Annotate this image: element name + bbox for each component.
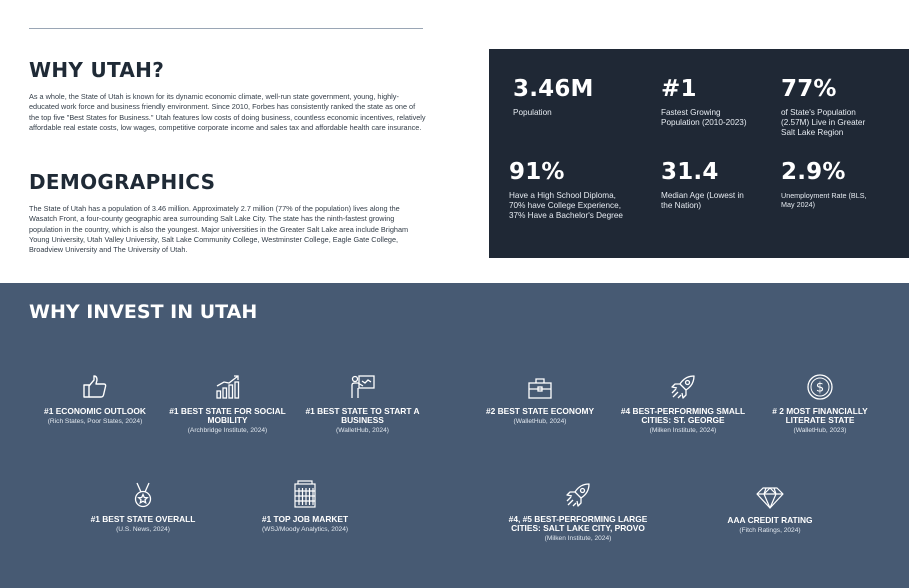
invest-item-title: # 2 MOST FINANCIALLY LITERATE STATE — [772, 406, 868, 425]
medal-icon — [131, 481, 155, 509]
rocket-icon — [669, 373, 697, 401]
invest-item-job-market — [240, 479, 370, 534]
stat-value: 3.46M — [513, 76, 594, 102]
invest-item-title: #1 TOP JOB MARKET — [261, 514, 349, 524]
invest-item-source: (Milken Institute, 2024) — [544, 535, 612, 542]
invest-item-title: #1 BEST STATE FOR SOCIAL MOBILITY — [169, 406, 286, 425]
presenter-icon — [349, 373, 377, 401]
stat-label: Median Age (Lowest in the Nation) — [661, 191, 744, 211]
invest-item-state-economy — [480, 375, 600, 426]
stat-value: 77% — [781, 76, 837, 102]
why-invest-heading: WHY INVEST IN UTAH — [29, 301, 258, 323]
invest-item-start-business — [305, 373, 420, 435]
why-utah-heading: WHY UTAH? — [29, 58, 165, 82]
stat-label: Fastest Growing Population (2010-2023) — [661, 108, 747, 128]
thumbs-up-icon — [81, 373, 109, 401]
invest-item-source: (WalletHub, 2024) — [336, 427, 389, 434]
invest-item-title: #2 BEST STATE ECONOMY — [485, 406, 595, 416]
rocket-icon — [564, 481, 592, 509]
stat-growth — [661, 76, 751, 128]
demographics-heading: DEMOGRAPHICS — [29, 170, 216, 194]
invest-item-title: AAA CREDIT RATING — [727, 515, 813, 525]
invest-item-best-state-overall — [78, 481, 208, 534]
invest-item-source: (Rich States, Poor States, 2024) — [47, 418, 143, 425]
stat-label: Have a High School Diploma, 70% have College Experience, 37% Have a Bachelor's Degree — [509, 191, 623, 221]
stat-label: of State's Population (2.57M) Live in Greater Salt Lake Region — [781, 108, 866, 138]
stats-panel — [489, 49, 909, 258]
invest-item-title: #1 ECONOMIC OUTLOOK — [44, 406, 146, 416]
invest-item-title: #1 BEST STATE OVERALL — [90, 514, 196, 524]
top-divider — [29, 28, 423, 29]
growth-chart-icon — [214, 373, 242, 401]
invest-item-source: (Archbridge Institute, 2024) — [187, 427, 268, 434]
invest-item-title: #4, #5 BEST-PERFORMING LARGE CITIES: SALT LAKE CITY, PROVO — [508, 514, 648, 533]
invest-item-source: (Milken Institute, 2024) — [649, 427, 717, 434]
demographics-body: The State of Utah has a population of 3.46 million. Approximately 2.7 million (77% of the population) lives along the Wasatch Front, a four-county geographic area surrounding Salt Lake City. The state has the ninth-fastest growing population in the country, which is also the youngest. Major universities in the Greater Salt Lake area include Brigham Young University, Utah Valley University, Salt Lake Community College, Westminster College, Eagle Gate College, Broadview University and The University of Utah. — [29, 204, 409, 255]
briefcase-icon — [526, 375, 554, 401]
stat-label: Unemployment Rate (BLS, May 2024) — [781, 191, 867, 209]
stat-value: #1 — [661, 76, 697, 102]
stat-value: 2.9% — [781, 159, 846, 185]
svg-text:$: $ — [815, 380, 825, 396]
invest-item-credit-rating — [705, 486, 835, 535]
invest-item-source: (WSJ/Moody Analytics, 2024) — [261, 526, 349, 533]
invest-item-small-cities — [608, 373, 758, 435]
stat-region-share — [781, 76, 881, 139]
why-invest-section — [0, 283, 909, 588]
diamond-icon — [755, 486, 785, 510]
stat-median-age — [661, 159, 751, 211]
stat-value: 31.4 — [661, 159, 719, 185]
invest-item-economic-outlook — [30, 373, 160, 426]
invest-item-source: (WalletHub, 2024) — [513, 418, 567, 425]
stat-value: 91% — [509, 159, 565, 185]
invest-item-source: (Fitch Ratings, 2024) — [739, 527, 801, 534]
invest-item-social-mobility — [165, 373, 290, 435]
office-building-icon — [291, 479, 319, 509]
invest-item-large-cities — [508, 481, 648, 543]
invest-item-title: #4 BEST-PERFORMING SMALL CITIES: ST. GEORGE — [620, 406, 746, 425]
invest-item-title: #1 BEST STATE TO START A BUSINESS — [305, 406, 420, 425]
why-utah-body: As a whole, the State of Utah is known for its dynamic economic climate, well-run state government, young, highly-educated work force and business friendly environment. Since 2010, Forbes has consistently ranked the state as one of the top five "Best States for Business." Utah features low costs of doing business, countless economic incentives, relatively affordable real estate costs, low wages, competitive corporate income and sales tax and affordable health care insurance. — [29, 92, 426, 132]
invest-item-source: (U.S. News, 2024) — [116, 526, 170, 533]
dollar-coin-icon — [806, 373, 834, 401]
invest-item-financial-literacy — [760, 373, 880, 435]
stat-unemployment — [781, 159, 881, 209]
stat-population — [513, 76, 633, 118]
stat-label: Population — [513, 108, 552, 117]
stat-education — [509, 159, 634, 222]
invest-item-source: (WalletHub, 2023) — [793, 427, 847, 434]
